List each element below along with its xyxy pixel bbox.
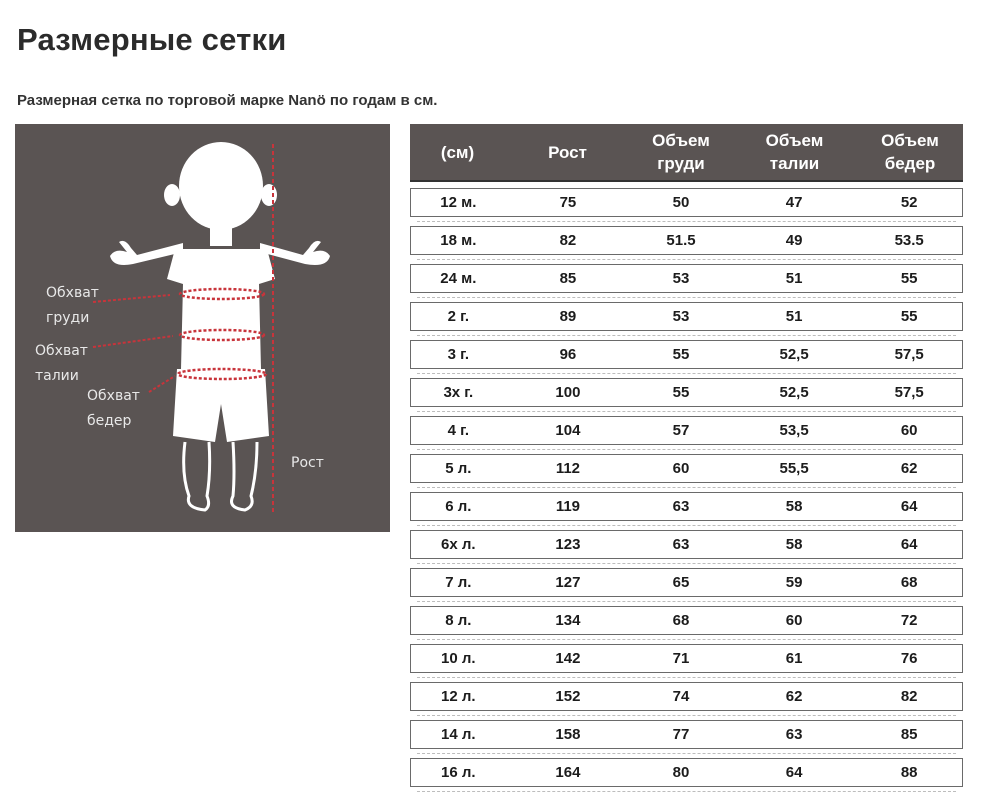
table-row [410, 416, 963, 445]
table-body [410, 188, 963, 787]
header-hips-line: Объем [881, 131, 939, 150]
cell-height: 96 [559, 346, 577, 363]
cell-height: 158 [555, 726, 581, 743]
table-row [410, 720, 963, 749]
header-chest [630, 129, 732, 175]
cell-chest: 55 [672, 346, 690, 363]
table-header [410, 124, 963, 182]
cell-height: 142 [555, 650, 581, 667]
cell-age: 10 л. [441, 650, 476, 667]
header-chest-line: Объем [652, 131, 710, 150]
cell-height: 152 [555, 688, 581, 705]
cell-chest: 74 [672, 688, 690, 705]
cell-hips: 55 [900, 270, 918, 287]
cell-height: 100 [555, 384, 581, 401]
header-height-line: Рост [548, 142, 587, 162]
table-row [410, 606, 963, 635]
waist-leader-line [93, 336, 173, 347]
header-waist [732, 129, 857, 175]
waist-label-line-2: талии [35, 368, 79, 384]
cell-age: 2 г. [447, 308, 470, 325]
cell-chest: 68 [672, 612, 690, 629]
hips-label-line-1: Обхват [87, 388, 140, 404]
cell-age: 24 м. [440, 270, 477, 287]
left-leg-outline [184, 442, 210, 510]
cell-age: 6х л. [441, 536, 476, 553]
table-row [410, 568, 963, 597]
cell-age: 7 л. [445, 574, 472, 591]
header-age-line: (см) [440, 142, 475, 162]
cell-waist: 47 [785, 194, 803, 211]
cell-waist: 62 [785, 688, 803, 705]
cell-chest: 63 [672, 536, 690, 553]
hips-label [87, 384, 140, 434]
cell-hips: 64 [900, 536, 918, 553]
cell-age: 12 л. [441, 688, 476, 705]
chest-label [46, 281, 99, 331]
header-height [505, 141, 630, 164]
left-ear-shape [164, 184, 180, 206]
cell-hips: 55 [900, 308, 918, 325]
header-chest-line: груди [657, 154, 705, 173]
table-row [410, 530, 963, 559]
cell-height: 85 [559, 270, 577, 287]
header-hips-line: бедер [884, 154, 936, 173]
cell-hips: 53.5 [894, 232, 924, 249]
cell-height: 127 [555, 574, 581, 591]
cell-age: 8 л. [445, 612, 472, 629]
cell-waist: 52,5 [779, 384, 809, 401]
hips-leader-line [149, 376, 175, 392]
cell-height: 104 [555, 422, 581, 439]
cell-waist: 61 [785, 650, 803, 667]
cell-waist: 63 [785, 726, 803, 743]
cell-chest: 71 [672, 650, 690, 667]
cell-age: 5 л. [445, 460, 472, 477]
table-row [410, 378, 963, 407]
header-waist-line: талии [769, 154, 820, 173]
cell-hips: 82 [900, 688, 918, 705]
head-shape [179, 142, 263, 230]
cell-hips: 62 [900, 460, 918, 477]
cell-hips: 57,5 [894, 384, 924, 401]
shirt-shape [167, 249, 275, 369]
cell-age: 3 г. [447, 346, 470, 363]
table-row [410, 682, 963, 711]
table-row [410, 302, 963, 331]
child-silhouette [110, 142, 330, 442]
cell-hips: 85 [900, 726, 918, 743]
right-arm-shape [260, 241, 330, 265]
table-row [410, 454, 963, 483]
cell-chest: 63 [672, 498, 690, 515]
size-measurement-figure [15, 124, 390, 532]
cell-chest: 77 [672, 726, 690, 743]
page-title: Размерные сетки [17, 22, 287, 57]
cell-hips: 68 [900, 574, 918, 591]
cell-waist: 53,5 [779, 422, 809, 439]
cell-age: 18 м. [440, 232, 477, 249]
cell-waist: 49 [785, 232, 803, 249]
neck-shape [210, 226, 232, 246]
height-label: Рост [291, 455, 324, 471]
cell-chest: 60 [672, 460, 690, 477]
cell-height: 119 [555, 498, 581, 515]
cell-height: 112 [555, 460, 581, 477]
cell-waist: 51 [785, 308, 803, 325]
legs-outline [184, 442, 257, 510]
cell-height: 123 [555, 536, 581, 553]
cell-waist: 58 [785, 536, 803, 553]
cell-chest: 53 [672, 270, 690, 287]
size-table [410, 124, 963, 796]
cell-hips: 76 [900, 650, 918, 667]
cell-height: 82 [559, 232, 577, 249]
cell-hips: 52 [900, 194, 918, 211]
table-row [410, 226, 963, 255]
table-row [410, 644, 963, 673]
hips-label-line-2: бедер [87, 413, 132, 429]
cell-height: 164 [555, 764, 581, 781]
cell-waist: 64 [785, 764, 803, 781]
cell-chest: 80 [672, 764, 690, 781]
cell-chest: 65 [672, 574, 690, 591]
cell-chest: 51.5 [666, 232, 696, 249]
header-age [410, 141, 505, 164]
cell-waist: 58 [785, 498, 803, 515]
cell-waist: 51 [785, 270, 803, 287]
cell-age: 4 г. [447, 422, 470, 439]
table-row [410, 340, 963, 369]
cell-waist: 52,5 [779, 346, 809, 363]
right-ear-shape [261, 184, 277, 206]
cell-age: 6 л. [445, 498, 472, 515]
cell-hips: 64 [900, 498, 918, 515]
cell-chest: 53 [672, 308, 690, 325]
table-row [410, 188, 963, 217]
page-subtitle: Размерная сетка по торговой марке Nanö по годам в см. [17, 92, 438, 109]
cell-age: 14 л. [441, 726, 476, 743]
waist-label [35, 339, 88, 389]
cell-height: 89 [559, 308, 577, 325]
header-waist-line: Объем [765, 131, 824, 150]
label-leader-lines [93, 295, 175, 392]
chest-label-line-1: Обхват [46, 285, 99, 301]
cell-chest: 55 [672, 384, 690, 401]
chest-label-line-2: груди [46, 310, 90, 326]
cell-hips: 88 [900, 764, 918, 781]
cell-height: 134 [555, 612, 581, 629]
table-row [410, 758, 963, 787]
table-row [410, 492, 963, 521]
cell-chest: 57 [672, 422, 690, 439]
chest-leader-line [93, 295, 170, 302]
cell-age: 12 м. [440, 194, 477, 211]
waist-label-line-1: Обхват [35, 343, 88, 359]
cell-hips: 57,5 [894, 346, 924, 363]
table-row [410, 264, 963, 293]
cell-chest: 50 [672, 194, 690, 211]
cell-waist: 59 [785, 574, 803, 591]
cell-waist: 60 [785, 612, 803, 629]
cell-age: 16 л. [441, 764, 476, 781]
cell-height: 75 [559, 194, 577, 211]
cell-waist: 55,5 [779, 460, 809, 477]
cell-age: 3х г. [443, 384, 474, 401]
header-hips [857, 129, 963, 175]
cell-hips: 72 [900, 612, 918, 629]
right-leg-outline [232, 442, 258, 510]
cell-hips: 60 [900, 422, 918, 439]
